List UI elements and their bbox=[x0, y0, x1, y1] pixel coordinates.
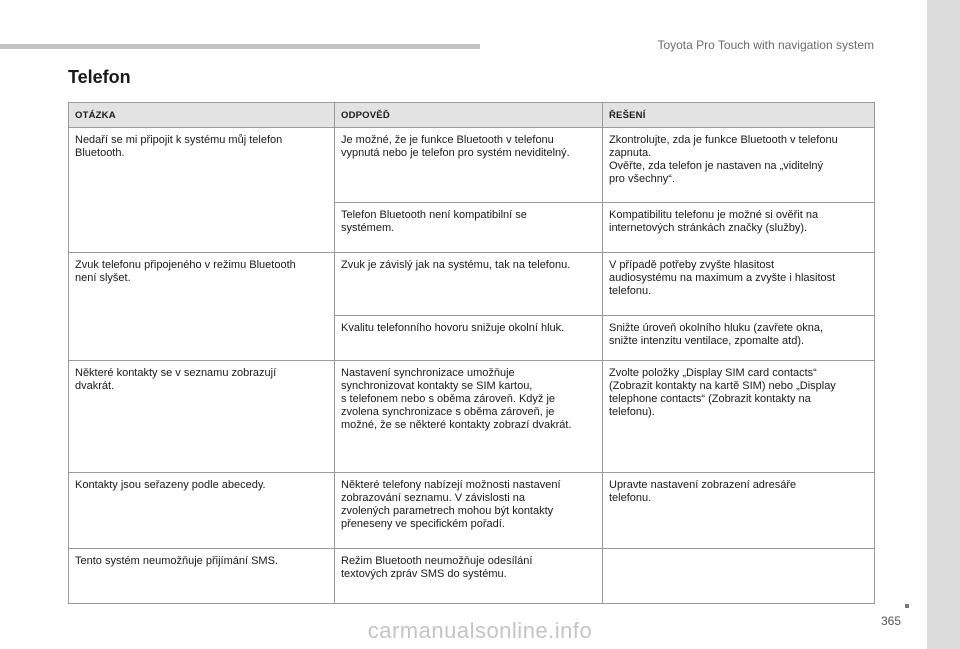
table-row bbox=[69, 361, 875, 473]
question-cell: Některé kontakty se v seznamu zobrazují dvakrát. bbox=[69, 361, 335, 473]
column-header-answer: ODPOVĚĎ bbox=[335, 103, 603, 128]
question-cell: Zvuk telefonu připojeného v režimu Bluetooth není slyšet. bbox=[69, 253, 335, 361]
table-row bbox=[69, 549, 875, 604]
solution-cell: Upravte nastavení zobrazení adresáře telefonu. bbox=[603, 473, 875, 549]
solution-cell bbox=[603, 549, 875, 604]
question-cell: Nedaří se mi připojit k systému můj telefon Bluetooth. bbox=[69, 128, 335, 253]
page-marker-square bbox=[905, 604, 909, 608]
solution-cell: V případě potřeby zvyšte hlasitost audiosystému na maximum a zvyšte i hlasitost telefonu. bbox=[603, 253, 875, 316]
column-header-question: OTÁZKA bbox=[69, 103, 335, 128]
question-cell: Kontakty jsou seřazeny podle abecedy. bbox=[69, 473, 335, 549]
page-edge-sidebar bbox=[927, 0, 960, 649]
solution-cell: Snižte úroveň okolního hluku (zavřete okna, snižte intenzitu ventilace, zpomalte atd). bbox=[603, 316, 875, 361]
answer-cell: Telefon Bluetooth není kompatibilní se systémem. bbox=[335, 203, 603, 253]
page-number: 365 bbox=[881, 614, 902, 628]
table-row bbox=[69, 473, 875, 549]
answer-cell: Některé telefony nabízejí možnosti nastavení zobrazování seznamu. V závislosti na zvolených parametrech mohou být kontakty přeneseny ve specifickém pořadí. bbox=[335, 473, 603, 549]
header-rule bbox=[0, 44, 480, 49]
answer-cell: Je možné, že je funkce Bluetooth v telefonu vypnutá nebo je telefon pro systém neviditelný. bbox=[335, 128, 603, 203]
solution-cell: Zkontrolujte, zda je funkce Bluetooth v telefonu zapnuta. Ověřte, zda telefon je nastaven na „viditelný pro všechny“. bbox=[603, 128, 875, 203]
answer-cell: Zvuk je závislý jak na systému, tak na telefonu. bbox=[335, 253, 603, 316]
answer-cell: Kvalitu telefonního hovoru snižuje okolní hluk. bbox=[335, 316, 603, 361]
table-row bbox=[69, 253, 875, 316]
page-title: Telefon bbox=[68, 67, 131, 87]
troubleshooting-table bbox=[68, 102, 875, 604]
table-row bbox=[69, 128, 875, 203]
watermark-text: carmanualsonline.info bbox=[367, 618, 593, 643]
answer-cell: Režim Bluetooth neumožňuje odesílání textových zpráv SMS do systému. bbox=[335, 549, 603, 604]
running-header-title: Toyota Pro Touch with navigation system bbox=[657, 38, 874, 52]
solution-cell: Kompatibilitu telefonu je možné si ověřit na internetových stránkách značky (služby). bbox=[603, 203, 875, 253]
column-header-solution: ŘEŠENÍ bbox=[603, 103, 875, 128]
solution-cell: Zvolte položky „Display SIM card contacts“ (Zobrazit kontakty na kartě SIM) nebo „Display telephone contacts“ (Zobrazit kontakty na telefonu). bbox=[603, 361, 875, 473]
question-cell: Tento systém neumožňuje přijímání SMS. bbox=[69, 549, 335, 604]
table-header-row bbox=[69, 103, 875, 128]
answer-cell: Nastavení synchronizace umožňuje synchronizovat kontakty se SIM kartou, s telefonem nebo s oběma zároveň. Když je zvolena synchronizace s oběma zároveň, je možné, že se některé kontakty zobrazí dvakrát. bbox=[335, 361, 603, 473]
